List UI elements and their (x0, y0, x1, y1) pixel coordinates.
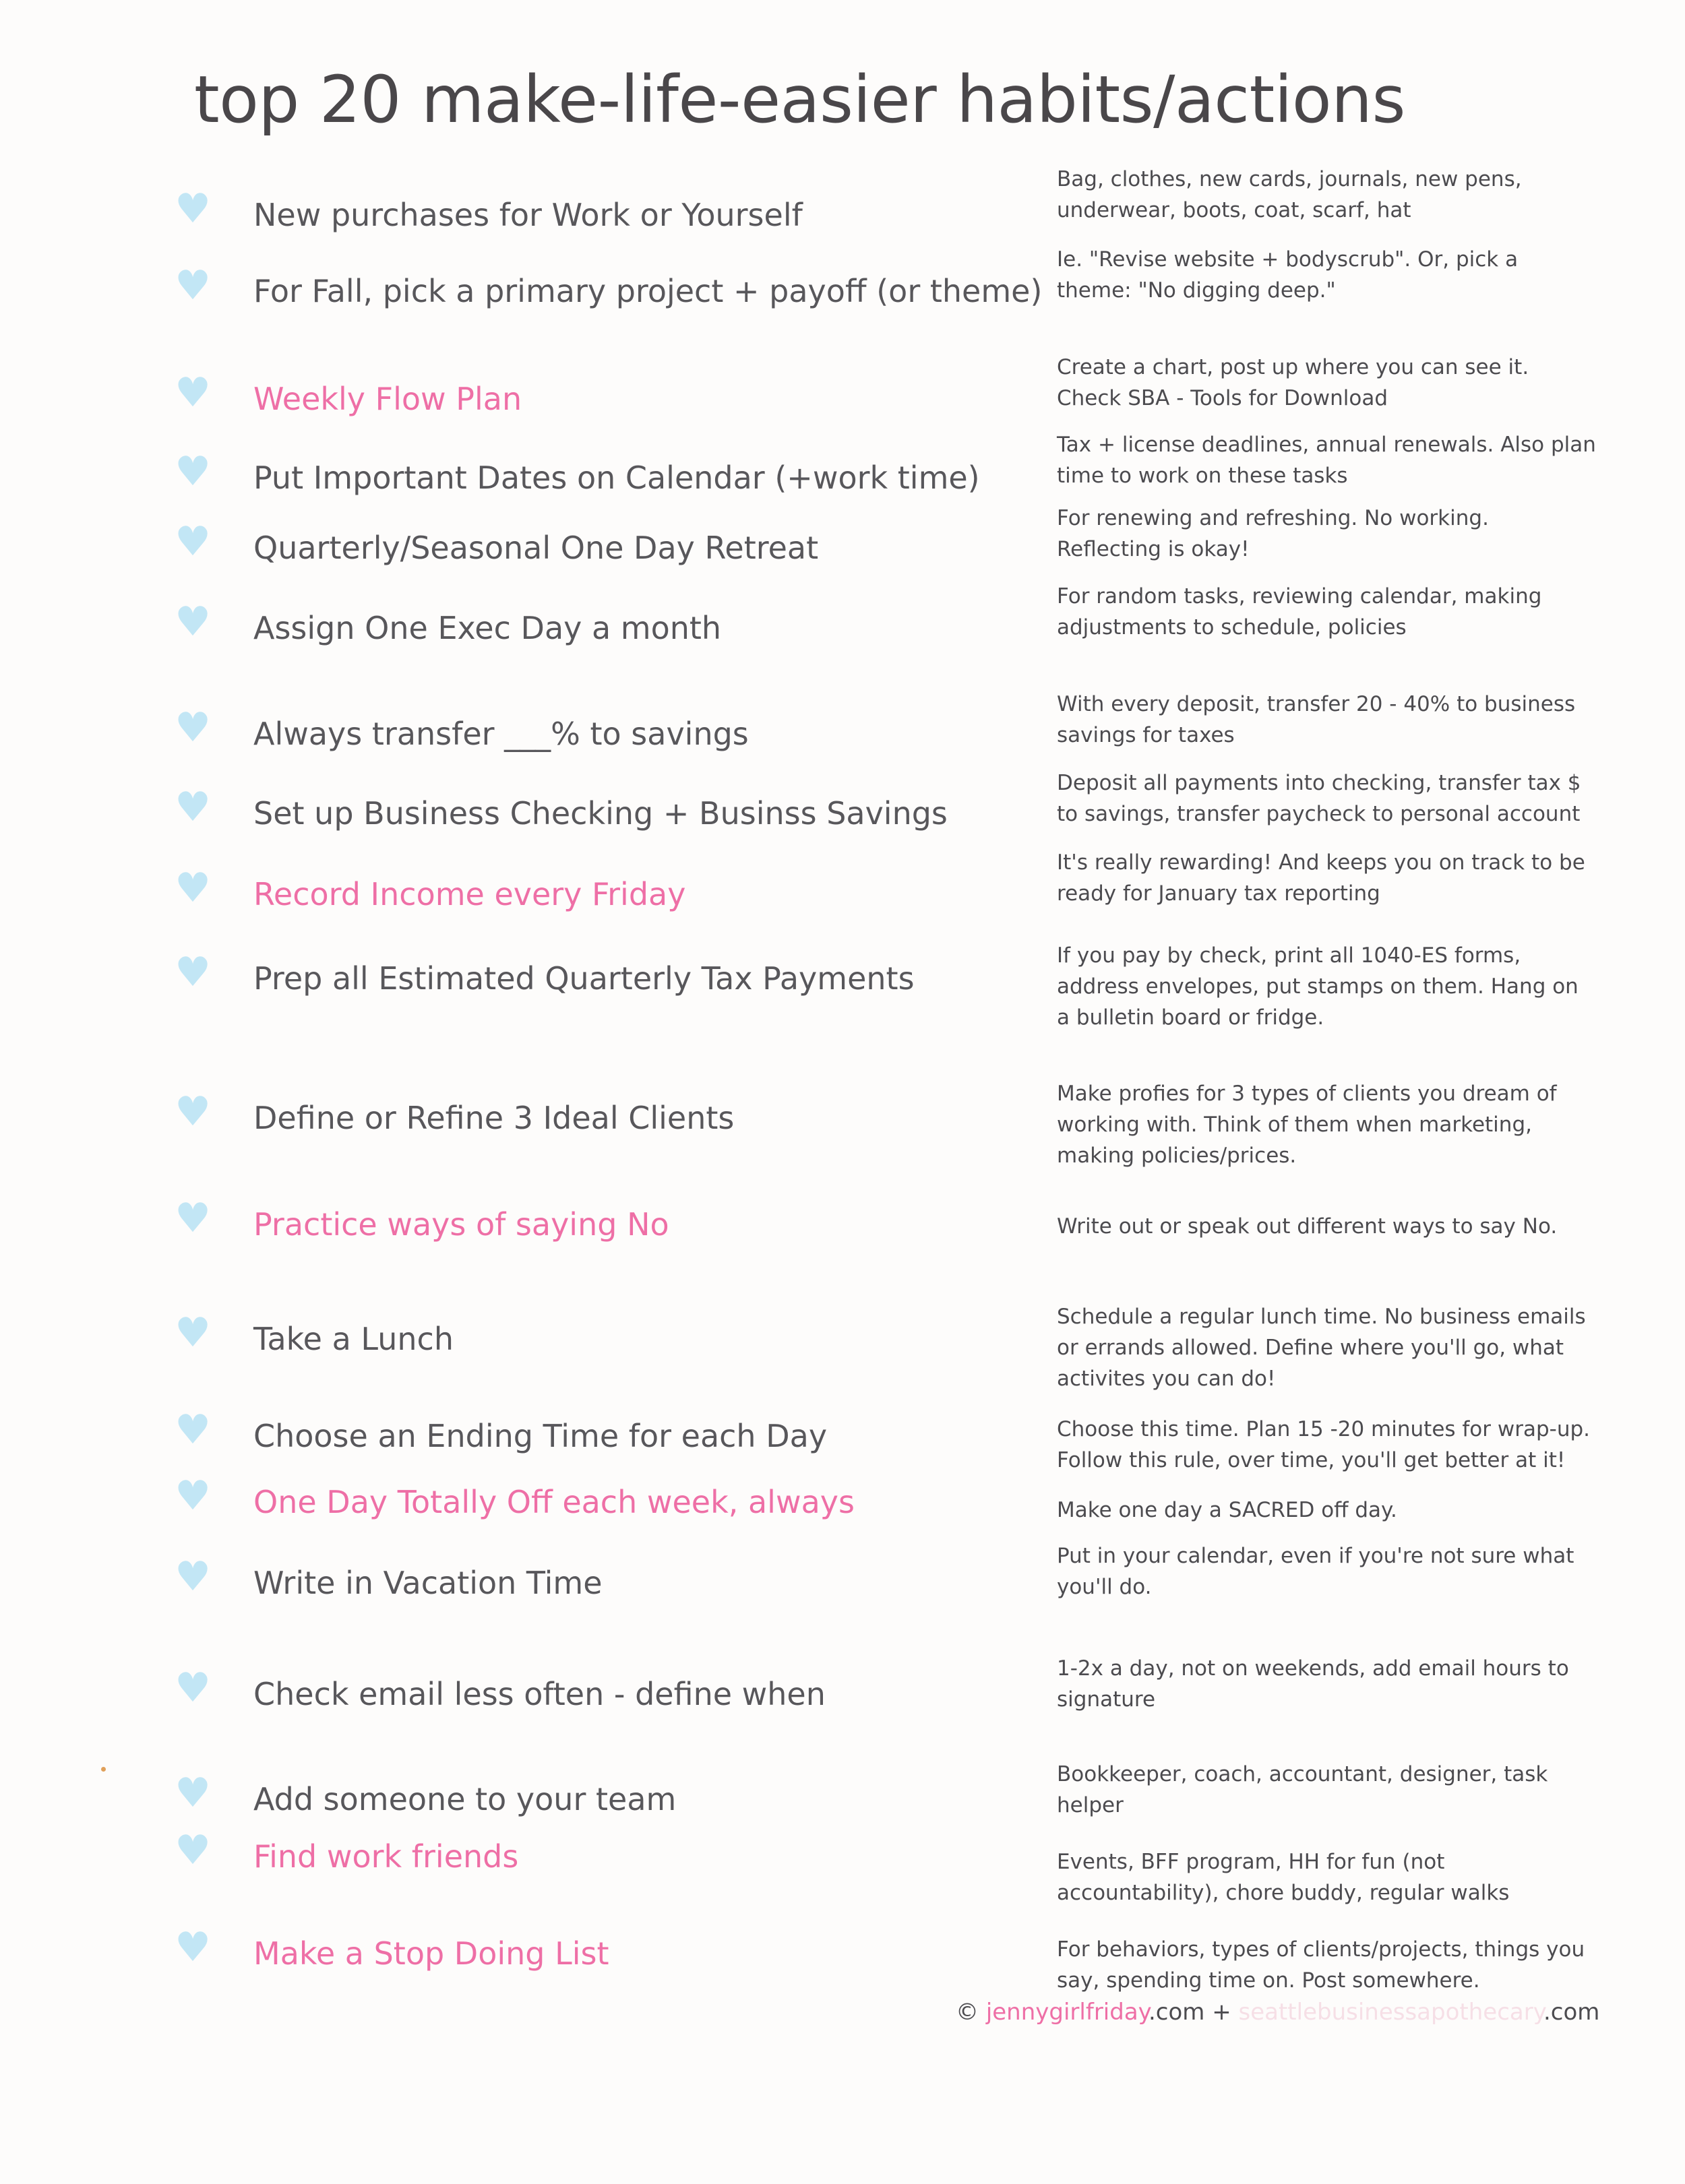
habit-title: Always transfer ___% to savings (253, 716, 749, 752)
habit-title: Record Income every Friday (253, 876, 686, 912)
habit-title: Assign One Exec Day a month (253, 610, 722, 646)
heart-icon: ♥ (175, 185, 211, 232)
footer-tld-2: .com (1543, 1999, 1600, 2026)
habit-description: Deposit all payments into checking, transfer tax $ to savings, transfer paycheck to personal account (1057, 771, 1581, 826)
paper-speck (101, 1767, 106, 1772)
heart-icon: ♥ (175, 949, 211, 996)
habit-description: Make one day a SACRED off day. (1057, 1498, 1397, 1522)
heart-icon: ♥ (175, 369, 211, 416)
habit-title: For Fall, pick a primary project + payoff (or theme) (253, 273, 1043, 309)
habit-title: Quarterly/Seasonal One Day Retreat (253, 530, 819, 566)
heart-icon: ♥ (175, 1472, 211, 1520)
habit-description: Write out or speak out different ways to say No. (1057, 1214, 1558, 1239)
habit-description: 1-2x a day, not on weekends, add email hours to signature (1057, 1656, 1569, 1712)
habit-description: Schedule a regular lunch time. No business emails or errands allowed. Define where you'll go, what activites you can do! (1057, 1305, 1586, 1391)
habit-title: Put Important Dates on Calendar (+work time) (253, 460, 980, 496)
habit-description: For behaviors, types of clients/projects, things you say, spending time on. Post somewhere. (1057, 1937, 1585, 1993)
heart-icon: ♥ (175, 704, 211, 751)
habit-description: Bookkeeper, coach, accountant, designer, task helper (1057, 1762, 1548, 1817)
habit-description: For renewing and refreshing. No working. Reflecting is okay! (1057, 506, 1489, 561)
habit-title: Define or Refine 3 Ideal Clients (253, 1100, 735, 1136)
heart-icon: ♥ (175, 865, 211, 912)
habit-description: For random tasks, reviewing calendar, making adjustments to schedule, policies (1057, 584, 1542, 639)
habit-description: It's really rewarding! And keeps you on track to be ready for January tax reporting (1057, 850, 1585, 906)
habit-description: Ie. "Revise website + bodyscrub". Or, pick a theme: "No digging deep." (1057, 247, 1519, 303)
habit-title: Add someone to your team (253, 1781, 677, 1817)
footer-site-1: jennygirlfriday (985, 1999, 1148, 2026)
heart-icon: ♥ (175, 1309, 211, 1356)
heart-icon: ♥ (175, 1195, 211, 1242)
habit-title: Find work friends (253, 1838, 519, 1875)
heart-icon: ♥ (175, 262, 211, 309)
habit-title: One Day Totally Off each week, always (253, 1484, 855, 1520)
habit-description: Create a chart, post up where you can see it. Check SBA - Tools for Download (1057, 355, 1529, 410)
habit-title: New purchases for Work or Yourself (253, 197, 803, 233)
heart-icon: ♥ (175, 784, 211, 831)
heart-icon: ♥ (175, 1924, 211, 1971)
page-title: top 20 make-life-easier habits/actions (194, 62, 1405, 137)
heart-icon: ♥ (175, 1664, 211, 1712)
habit-title: Take a Lunch (253, 1321, 454, 1357)
footer-tld-1: .com (1148, 1999, 1205, 2026)
habit-title: Prep all Estimated Quarterly Tax Payments (253, 960, 915, 997)
heart-icon: ♥ (175, 1088, 211, 1135)
habit-description: Make profies for 3 types of clients you dream of working with. Think of them when marketing, making policies/prices. (1057, 1082, 1557, 1168)
habit-title: Write in Vacation Time (253, 1565, 603, 1601)
heart-icon: ♥ (175, 448, 211, 495)
habit-title: Check email less often - define when (253, 1676, 826, 1712)
footer-site-2: seattlebusinessapothecary (1238, 1999, 1543, 2026)
heart-icon: ♥ (175, 518, 211, 565)
habit-title: Choose an Ending Time for each Day (253, 1418, 828, 1454)
habit-title: Weekly Flow Plan (253, 381, 522, 417)
habit-description: Bag, clothes, new cards, journals, new pens, underwear, boots, coat, scarf, hat (1057, 167, 1522, 222)
habit-description: Tax + license deadlines, annual renewals. Also plan time to work on these tasks (1057, 433, 1596, 488)
heart-icon: ♥ (175, 1770, 211, 1817)
habit-description: Events, BFF program, HH for fun (not accountability), chore buddy, regular walks (1057, 1850, 1510, 1905)
habit-title: Practice ways of saying No (253, 1206, 669, 1243)
habit-description: Choose this time. Plan 15 -20 minutes for wrap-up. Follow this rule, over time, you'll get better at it! (1057, 1417, 1591, 1472)
heart-icon: ♥ (175, 1827, 211, 1874)
copyright-symbol: © (956, 1999, 979, 2026)
heart-icon: ♥ (175, 1406, 211, 1454)
footer-credit (956, 1999, 1599, 2026)
habit-title: Make a Stop Doing List (253, 1935, 609, 1972)
footer-plus: + (1212, 1999, 1231, 2026)
habit-description: With every deposit, transfer 20 - 40% to business savings for taxes (1057, 692, 1576, 747)
habit-title: Set up Business Checking + Businss Savings (253, 795, 948, 832)
habit-description: If you pay by check, print all 1040-ES forms, address envelopes, put stamps on them. Hang on a bulletin board or fridge. (1057, 943, 1579, 1030)
heart-icon: ♥ (175, 1553, 211, 1600)
habit-description: Put in your calendar, even if you're not sure what you'll do. (1057, 1544, 1574, 1599)
heart-icon: ♥ (175, 598, 211, 646)
